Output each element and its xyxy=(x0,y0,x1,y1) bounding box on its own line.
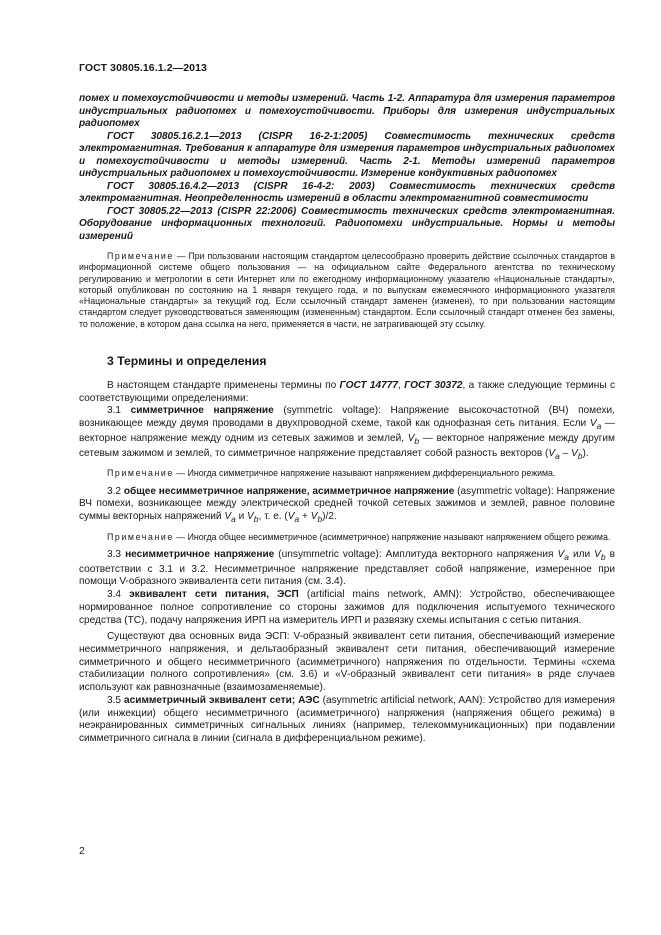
reference-continuation: помех и помехоустойчивости и методы измерений. Часть 1-2. Аппаратура для измерения параметров индустриальных радиопомех и помехоустойчивости. Приборы для измерения индустриальных радиопомех xyxy=(79,93,615,129)
symbol: $V_a$ xyxy=(548,447,560,461)
term-name: общее несимметричное напряжение, асимметричное напряжение xyxy=(123,485,455,497)
note-3-2: Примечание — Иногда общее несимметричное (асимметричное) напряжение называют напряжением общего режима. xyxy=(107,531,611,542)
symbol: $V_a$ xyxy=(589,418,602,432)
note-3-1: Примечание — Иногда симметричное напряжение называют напряжением дифференциального режима. xyxy=(107,468,556,479)
term-3-4: 3.4 эквивалент сети питания, ЭСП (artificial mains network, AMN): Устройство, обеспечивающее нормированное полное сопротивление со стороны зажимов для подключения испытуемого технического средства (ТС), подачу напряжения ИРП на измеритель ИРП и развязку схемы испытания с сетью питания. xyxy=(79,589,615,626)
reference-item: ГОСТ 30805.22—2013 (CISPR 22:2006) Совместимость технических средств электромагнитная. Оборудование информационных технологий. Радиопомехи индустриальные. Нормы и методы измерений xyxy=(79,205,615,242)
note-text: — При пользовании настоящим стандартом целесообразно проверить действие ссылочных стандартов в информационной системе общего пользования — на официальном сайте Федерального агентства по техническому регулированию и метрологии в сети Интернет или по ежегодному информационному указателю «Национальные стандарты», который опубликован по состоянию на 1 января текущего года, и по выпускам ежемесячного информационного указателя «Национальные стандарты» за текущий год. Если ссылочный стандарт заменен (изменен), то при пользовании настоящим стандартом следует руководствоваться заменяющим (измененным) стандартом. Если ссылочный стандарт отменен без замены, то положение, в котором дана ссылка на него, применяется в части, не затрагивающей эту ссылку. xyxy=(79,251,615,329)
symbol: $V_b$ xyxy=(571,447,583,461)
symbol: $V_b$ xyxy=(247,511,259,525)
note-references xyxy=(79,251,615,330)
symbol: $V_a$ xyxy=(557,549,569,563)
symbol: $V_b$ xyxy=(407,432,420,446)
page-number: 2 xyxy=(79,845,85,857)
term-name: эквивалент сети питания, ЭСП xyxy=(129,589,299,601)
page-content xyxy=(79,93,615,746)
running-header: ГОСТ 30805.16.1.2—2013 xyxy=(79,62,207,74)
note-label: Примечание xyxy=(107,251,174,261)
symbol: $V_a$ xyxy=(287,511,300,525)
term-name: симметричное напряжение xyxy=(130,405,274,417)
term-3-2: 3.2 общее несимметричное напряжение, асимметричное напряжение (asymmetric voltage): Напряжение ВЧ помехи, возникающее между электрической средней точкой сетевых зажимов и землей, равное половине суммы векторных напряжений $V_a$ и $V_b$, т. е. $(V_a + V_b)/2$. xyxy=(79,485,615,525)
term-name: несимметричное напряжение xyxy=(125,549,275,561)
term-3-5: 3.5 асимметричный эквивалент сети; АЭС (asymmetric artificial network, AAN): Устройство для измерения (или инжекции) общего несимметричного (асимметричного) напряжения (напряжения общего режима) в неэкранированных симметричных сигнальных линиях (например, телекоммуникационных) при подавлении симметричного сигнала в линии (сигнала в дифференциальном режиме). xyxy=(79,694,615,744)
term-3-3: 3.3 несимметричное напряжение (unsymmetric voltage): Амплитуда векторного напряжения $V_a$ или $V_b$ в соответствии с 3.1 и 3.2. Несимметричное напряжение представляет собой напряжение, измеренное при помощи V-образного эквивалента сети питания (см. 3.4). xyxy=(79,549,615,588)
reference-item: ГОСТ 30805.16.2.1—2013 (CISPR 16-2-1:2005) Совместимость технических средств электромагнитная. Требования к аппаратуре для измерения параметров индустриальных радиопомех и помехоустойчивости и методы измерений. Часть 2-1. Методы измерений параметров индустриальных радиопомех и помехоустойчивости. Измерение кондуктивных радиопомех xyxy=(79,130,615,179)
term-3-1: 3.1 симметричное напряжение (symmetric voltage): Напряжение высокочастотной (ВЧ) помехи, возникающее между двумя проводами в двухпроводной схеме, такой как однофазная сеть питания. Если $V_a$ — векторное напряжение между одним из сетевых зажимов и землей, $V_b$ — векторное напряжение между другим сетевым зажимом и землей, то симметричное напряжение представляет собой разность векторов $(V_a - V_b)$. xyxy=(79,405,615,461)
reference-item: ГОСТ 30805.16.4.2—2013 (CISPR 16-4-2: 2003) Совместимость технических средств электромагнитная. Неопределенность измерений в области электромагнитной совместимости xyxy=(79,180,615,204)
section-title: 3 Термины и определения xyxy=(107,354,267,369)
paragraph-amn-types: Существуют два основных вида ЭСП: V-образный эквивалент сети питания, обеспечивающий измерение несимметричного напряжения, и дельтаобразный эквивалент сети питания, обеспечивающий измерение симметричного и общего несимметричного (асимметричного) напряжения по отдельности. Термины «схема стабилизации полного сопротивления» (см. 3.6) и «V-образный эквивалент сети питания» в ряде случаев используют как равнозначные (взаимозаменяемые). xyxy=(79,631,615,694)
term-name: асимметричный эквивалент сети; АЭС xyxy=(124,694,320,706)
symbol: $V_b$ xyxy=(594,549,606,563)
section-intro: В настоящем стандарте применены термины по ГОСТ 14777, ГОСТ 30372, а также следующие термины с соответствующими определениями: xyxy=(79,380,616,404)
standard-ref: ГОСТ 14777 xyxy=(339,380,398,392)
standard-ref: ГОСТ 30372 xyxy=(404,380,463,392)
symbol: $V_b$ xyxy=(310,511,323,525)
symbol: $V_a$ xyxy=(224,511,236,525)
